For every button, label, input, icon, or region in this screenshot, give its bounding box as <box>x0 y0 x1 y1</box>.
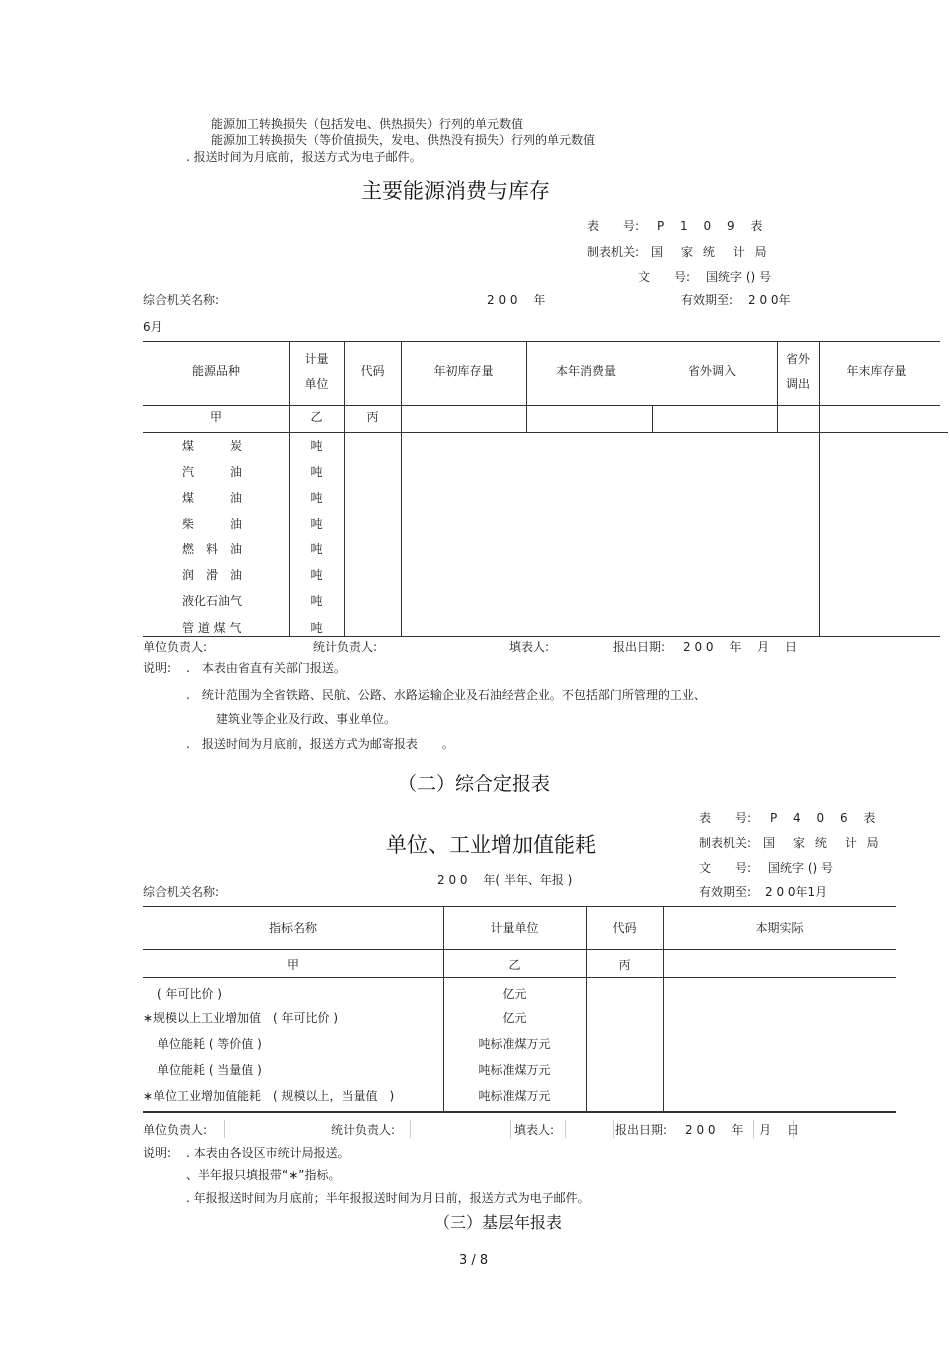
section3-heading: （三）基层年报表 <box>434 1213 563 1232</box>
report1-header-export-2: 调出 <box>785 377 810 391</box>
report2-sub-b: 乙 <box>508 958 521 972</box>
report2-period: 2 0 0 年( 半年、年报 ) <box>437 873 573 887</box>
report1-row-name: 柴 油 <box>182 517 243 531</box>
report1-org-label: 制表机关: <box>587 245 640 259</box>
report1-row-name: 液化石油气 <box>182 594 243 608</box>
report2-row-unit: 亿元 <box>502 987 527 1001</box>
report1-sub-a: 甲 <box>209 410 222 424</box>
report1-header-consume: 本年消费量 <box>555 364 616 378</box>
report1-header-code: 代码 <box>360 364 385 378</box>
report1-form-no-label: 表 号: <box>587 219 640 233</box>
report1-title: 主要能源消费与库存 <box>361 179 550 203</box>
report2-filler: 填表人: <box>514 1123 555 1137</box>
report2-header-actual: 本期实际 <box>755 921 804 935</box>
report2-doc-label: 文 号: <box>699 861 752 875</box>
report1-leader: 单位负责人: <box>143 640 208 654</box>
report2-stat-leader: 统计负责人: <box>331 1123 396 1137</box>
report2-date: 2 0 0 年 月 日 <box>685 1123 799 1137</box>
report1-doc-label: 文 号: <box>638 270 691 284</box>
report2-valid: 2 0 0年1月 <box>765 885 828 899</box>
report2-row-unit: 吨标准煤万元 <box>478 1063 551 1077</box>
report1-org: 国 家 统 计 局 <box>651 245 770 259</box>
report2-note-2: 、半年报只填报带“∗”指标。 <box>186 1168 341 1182</box>
report1-year: 2 0 0 年 <box>487 293 546 307</box>
report2-form-no: P 4 0 6 表 <box>770 811 882 825</box>
report1-row-unit: 吨 <box>310 568 323 582</box>
report2-row-unit: 吨标准煤万元 <box>478 1037 551 1051</box>
report2-valid-label: 有效期至: <box>699 885 752 899</box>
report1-row-name: 煤 油 <box>182 491 243 505</box>
report1-stat-leader: 统计负责人: <box>313 640 378 654</box>
report1-filler: 填表人: <box>509 640 550 654</box>
report2-row-name: 单位能耗 ( 等价值 ) <box>157 1037 262 1051</box>
report1-valid-month: 6月 <box>143 320 163 334</box>
report1-row-unit: 吨 <box>310 542 323 556</box>
report1-doc: 国统字 () 号 <box>706 270 771 284</box>
report1-row-unit: 吨 <box>310 465 323 479</box>
report1-header-unit-2: 单位 <box>304 377 329 391</box>
report2-note-1: . 本表由各设区市统计局报送。 <box>186 1146 350 1160</box>
intro-line-2: 能源加工转换损失（等价值损失，发电、供热没有损失）行列的单元数值 <box>211 133 596 147</box>
report1-row-unit: 吨 <box>310 439 323 453</box>
report2-date-label: 报出日期: <box>615 1123 668 1137</box>
report2-row-name: ∗单位工业增加值能耗 ( 规模以上，当量值 ) <box>143 1089 395 1103</box>
report1-header-name: 能源品种 <box>191 364 240 378</box>
report2-form-no-label: 表 号: <box>699 811 752 825</box>
report1-sub-c: 丙 <box>366 410 379 424</box>
report1-date-label: 报出日期: <box>613 640 666 654</box>
intro-line-1: 能源加工转换损失（包括发电、供热损失）行列的单元数值 <box>211 117 524 131</box>
report1-sub-b: 乙 <box>310 410 323 424</box>
report2-row-name: ( 年可比价 ) <box>157 987 222 1001</box>
report2-header-unit: 计量单位 <box>490 921 539 935</box>
report2-sub-a: 甲 <box>286 958 299 972</box>
report1-header-unit-1: 计量 <box>304 352 329 366</box>
report2-leader: 单位负责人: <box>143 1123 208 1137</box>
report2-header-name: 指标名称 <box>268 921 317 935</box>
report1-note-2: . 统计范围为全省铁路、民航、公路、水路运输企业及石油经营企业。不包括部门所管理的工业、 <box>186 688 706 702</box>
intro-line-3: . 报送时间为月底前，报送方式为电子邮件。 <box>186 150 422 164</box>
report1-note-1: . 本表由省直有关部门报送。 <box>186 661 346 675</box>
report1-row-unit: 吨 <box>310 594 323 608</box>
page-number: 3 / 8 <box>459 1253 489 1268</box>
section2-heading: （二）综合定报表 <box>398 773 551 795</box>
report1-row-name: 汽 油 <box>182 465 243 479</box>
report1-row-name: 润 滑 油 <box>182 568 243 582</box>
report1-row-unit: 吨 <box>310 517 323 531</box>
report1-row-unit: 吨 <box>310 621 323 635</box>
report1-valid-label: 有效期至: <box>681 293 734 307</box>
report2-row-unit: 亿元 <box>502 1011 527 1025</box>
report2-title: 单位、工业增加值能耗 <box>386 833 596 857</box>
report2-note-3: . 年报报送时间为月底前；半年报报送时间为月日前，报送方式为电子邮件。 <box>186 1191 590 1205</box>
report2-doc: 国统字 () 号 <box>768 861 833 875</box>
report1-note-2b: 建筑业等企业及行政、事业单位。 <box>216 712 397 726</box>
report2-header-code: 代码 <box>612 921 637 935</box>
report1-row-name: 燃 料 油 <box>182 542 243 556</box>
report2-row-name: ∗规模以上工业增加值 ( 年可比价 ) <box>143 1011 339 1025</box>
report1-row-name: 管 道 煤 气 <box>182 621 242 635</box>
report1-header-end: 年末库存量 <box>846 364 907 378</box>
report1-valid: 2 0 0年 <box>748 293 791 307</box>
report1-row-name: 煤 炭 <box>182 439 243 453</box>
report2-sub-c: 丙 <box>618 958 631 972</box>
report1-date: 2 0 0 年 月 日 <box>683 640 797 654</box>
report1-header-export-1: 省外 <box>785 352 810 366</box>
report2-org: 国 家 统 计 局 <box>763 836 882 850</box>
report1-agency-label: 综合机关名称: <box>143 293 220 307</box>
report2-agency-label: 综合机关名称: <box>143 885 220 899</box>
report2-notes-label: 说明: <box>143 1146 172 1160</box>
report1-notes-label: 说明: <box>143 661 172 675</box>
report1-header-begin: 年初库存量 <box>433 364 494 378</box>
report1-row-unit: 吨 <box>310 491 323 505</box>
report1-note-3: . 报送时间为月底前，报送方式为邮寄报表 。 <box>186 737 454 751</box>
report1-form-no: P 1 0 9 表 <box>657 219 769 233</box>
report2-row-name: 单位能耗 ( 当量值 ) <box>157 1063 262 1077</box>
report2-org-label: 制表机关: <box>699 836 752 850</box>
report1-header-import: 省外调入 <box>687 364 736 378</box>
report2-row-unit: 吨标准煤万元 <box>478 1089 551 1103</box>
